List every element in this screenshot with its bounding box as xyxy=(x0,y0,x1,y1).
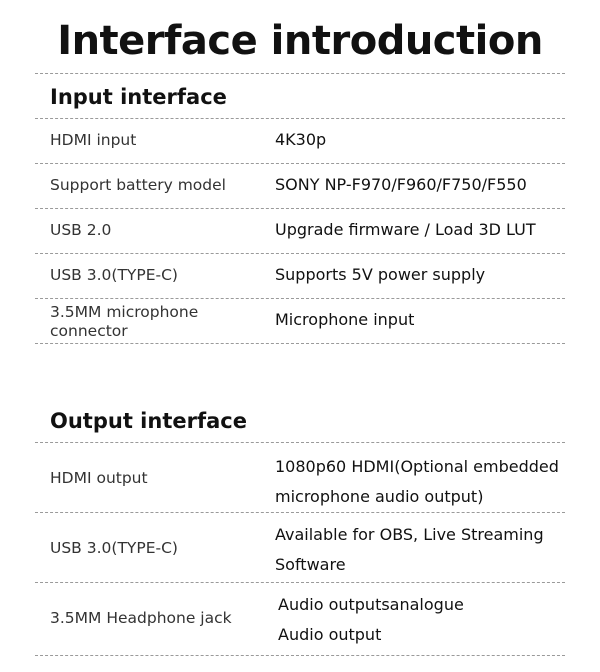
spec-label: Support battery model xyxy=(50,176,226,194)
spec-row-headphone xyxy=(35,582,565,652)
spec-value: SONY NP-F970/F960/F750/F550 xyxy=(275,175,527,194)
spec-value: Upgrade firmware / Load 3D LUT xyxy=(275,220,536,239)
output-section-heading: Output interface xyxy=(50,409,247,433)
spec-value xyxy=(275,520,565,580)
spec-label: USB 3.0(TYPE-C) xyxy=(50,539,178,557)
spec-row-hdmi-input xyxy=(35,118,565,163)
spec-label: HDMI input xyxy=(50,131,137,149)
row-divider xyxy=(35,655,565,656)
label-line: 3.5MM microphone xyxy=(50,303,199,321)
value-line: microphone audio output) xyxy=(275,487,484,506)
spec-value: 4K30p xyxy=(275,130,327,149)
label-line: connector xyxy=(50,322,128,340)
spec-value xyxy=(278,590,568,650)
page-title: Interface introduction xyxy=(57,18,543,64)
spec-label: USB 3.0(TYPE-C) xyxy=(50,266,178,284)
spec-row-usb3-input xyxy=(35,253,565,298)
value-line: Software xyxy=(275,555,346,574)
spec-value: Microphone input xyxy=(275,310,415,329)
input-section-heading: Input interface xyxy=(50,85,227,109)
spec-value: Supports 5V power supply xyxy=(275,265,486,284)
spec-value xyxy=(275,452,565,512)
title-divider xyxy=(35,73,565,74)
spec-label: USB 2.0 xyxy=(50,221,112,239)
value-line: Available for OBS, Live Streaming xyxy=(275,525,544,544)
spec-label: 3.5MM Headphone jack xyxy=(50,609,232,627)
value-line: Audio output xyxy=(278,625,382,644)
spec-label: HDMI output xyxy=(50,469,148,487)
spec-row-usb2 xyxy=(35,208,565,253)
row-divider xyxy=(35,343,565,344)
value-line: Audio outputsanalogue xyxy=(278,595,464,614)
spec-row-hdmi-output xyxy=(35,442,565,512)
spec-label xyxy=(50,303,250,341)
spec-row-battery xyxy=(35,163,565,208)
spec-row-microphone xyxy=(35,298,565,343)
value-line: 1080p60 HDMI(Optional embedded xyxy=(275,457,559,476)
spec-row-usb3-output xyxy=(35,512,565,582)
